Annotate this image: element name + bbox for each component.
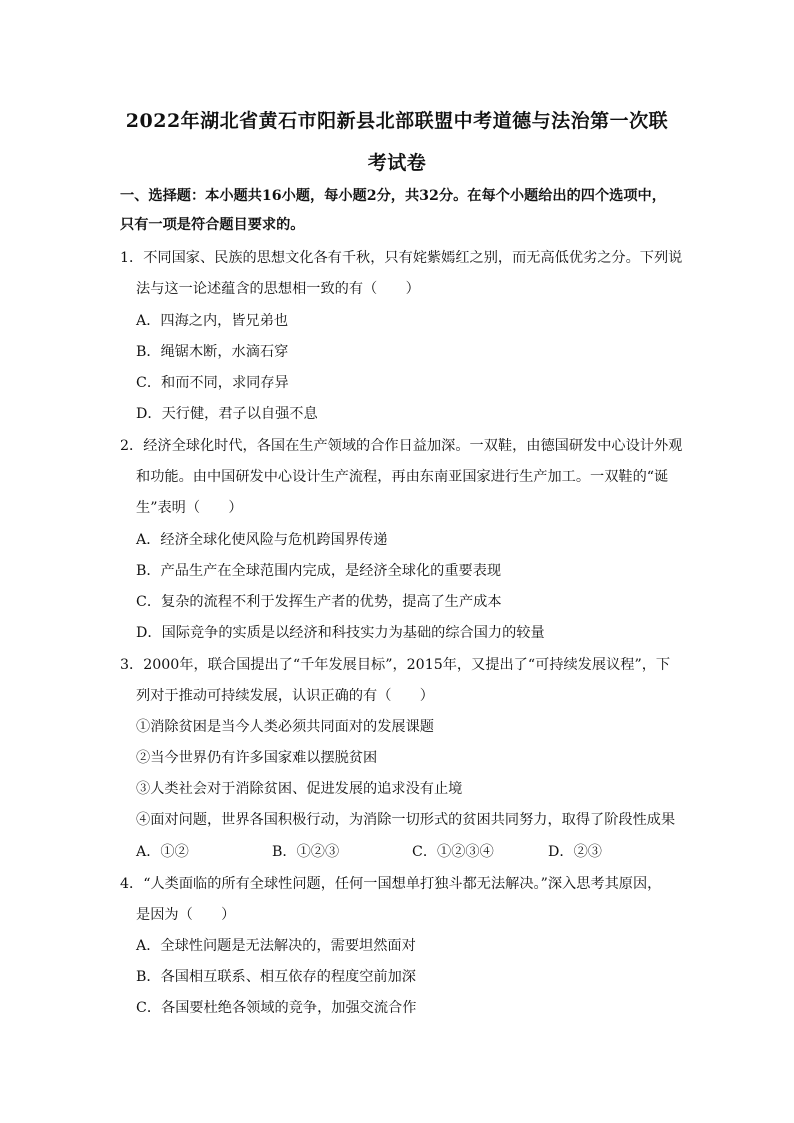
section-heading-line-2: 只有一项是符合题目要求的。 <box>120 217 305 233</box>
question-4-stem-line-1: 4．“人类面临的所有全球性问题，任何一国想单打独斗都无法解决。”深入思考其原因， <box>120 876 662 892</box>
question-3-item-2: ②当今世界仍有许多国家难以摆脱贫困 <box>136 750 378 766</box>
exam-title-line-1: 2022年湖北省黄石市阳新县北部联盟中考道德与法治第一次联 <box>125 110 669 132</box>
question-2-stem-line-2: 和功能。由中国研发中心设计生产流程，再由东南亚国家进行生产加工。一双鞋的“诞 <box>136 469 669 485</box>
question-3-option-c: C．①②③④ <box>412 844 494 860</box>
question-3-option-a: A．①② <box>136 844 189 860</box>
question-2-option-b: B．产品生产在全球范围内完成，是经济全球化的重要表现 <box>136 563 502 579</box>
question-2-option-c: C．复杂的流程不利于发挥生产者的优势，提高了生产成本 <box>136 594 502 610</box>
question-1-option-a: A．四海之内，皆兄弟也 <box>136 313 289 329</box>
question-2-stem-line-1: 2．经济全球化时代，各国在生产领域的合作日益加深。一双鞋，由德国研发中心设计外观 <box>120 438 683 454</box>
question-1-option-c: C．和而不同，求同存异 <box>136 375 289 391</box>
question-4-option-c: C．各国要杜绝各领域的竞争，加强交流合作 <box>136 1000 417 1016</box>
question-4-stem-line-2: 是因为（ ） <box>136 907 236 923</box>
question-4-option-b: B．各国相互联系、相互依存的程度空前加深 <box>136 969 416 985</box>
question-1-option-d: D．天行健，君子以自强不息 <box>136 406 318 422</box>
question-3-item-3: ③人类社会对于消除贫困、促进发展的追求没有止境 <box>136 781 463 797</box>
question-3-item-1: ①消除贫困是当今人类必须共同面对的发展课题 <box>136 719 434 735</box>
question-4-option-a: A．全球性问题是无法解决的，需要坦然面对 <box>136 938 416 954</box>
question-2-option-a: A．经济全球化使风险与危机跨国界传递 <box>136 532 388 548</box>
question-3-option-d: D．②③ <box>548 844 602 860</box>
question-2-stem-line-3: 生”表明（ ） <box>136 500 243 516</box>
question-1-option-b: B．绳锯木断，水滴石穿 <box>136 344 289 360</box>
question-1-stem-line-1: 1．不同国家、民族的思想文化各有千秋，只有姹紫嫣红之别，而无高低优劣之分。下列说 <box>120 250 683 266</box>
question-3-option-b: B．①②③ <box>272 844 340 860</box>
question-1-stem-line-2: 法与这一论述蕴含的思想相一致的有（ ） <box>136 281 420 297</box>
question-3-item-4: ④面对问题，世界各国积极行动，为消除一切形式的贫困共同努力，取得了阶段性成果 <box>136 812 676 828</box>
question-3-stem-line-2: 列对于推动可持续发展，认识正确的有（ ） <box>136 688 434 704</box>
exam-title-line-2: 考试卷 <box>367 152 427 174</box>
section-heading-line-1: 一、选择题：本小题共16小题，每小题2分，共32分。在每个小题给出的四个选项中， <box>120 188 666 204</box>
question-2-option-d: D．国际竞争的实质是以经济和科技实力为基础的综合国力的较量 <box>136 625 545 641</box>
question-3-stem-line-1: 3．2000年，联合国提出了“千年发展目标”，2015年，又提出了“可持续发展议程”，下 <box>120 657 671 673</box>
